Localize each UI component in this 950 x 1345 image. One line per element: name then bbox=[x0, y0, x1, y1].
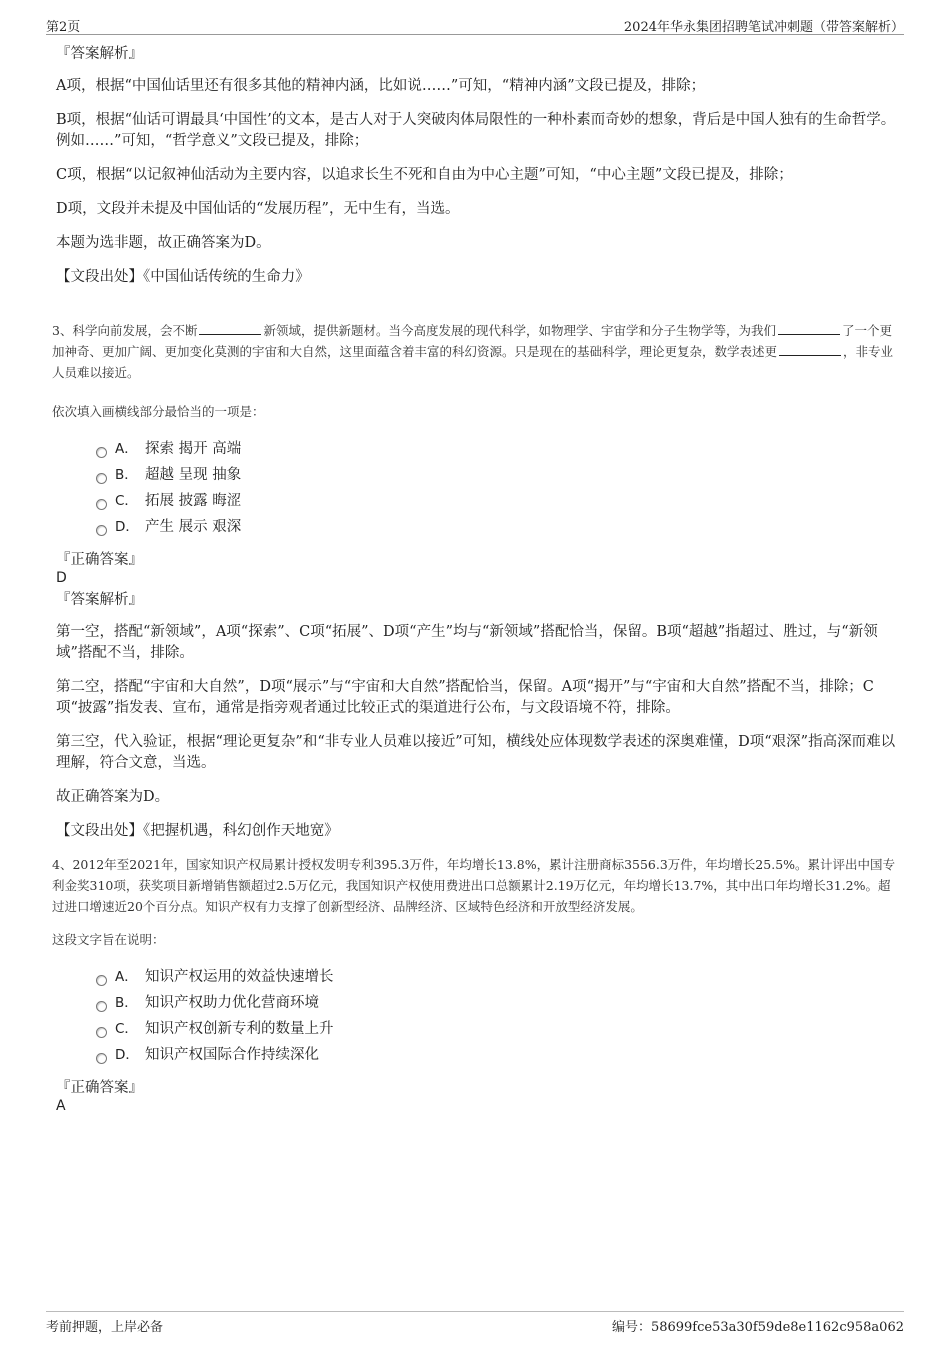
radio-icon[interactable] bbox=[96, 447, 107, 458]
page-footer bbox=[46, 1311, 904, 1335]
analysis-paragraph: A项，根据“中国仙话里还有很多其他的精神内涵，比如说……”可知，“精神内涵”文段已提及，排除； bbox=[56, 78, 706, 94]
footer-slogan: 考前押题，上岸必备 bbox=[46, 1320, 164, 1335]
analysis-label-prev: 『答案解析』 bbox=[56, 46, 143, 62]
correct-answer: D bbox=[56, 570, 67, 586]
analysis-paragraph: B项，根据“仙话可谓最具‘中国性’的文本，是古人对于人突破肉体局限性的一种朴素而奇妙的想象，背后是中国人独有的生命哲学。例如……”可知，“哲学意义”文段已提及，排除； bbox=[56, 112, 896, 149]
analysis-paragraph: C项，根据“以记叙神仙活动为主要内容，以追求长生不死和自由为中心主题”可知，“中心主题”文段已提及，排除； bbox=[56, 167, 793, 183]
main-content bbox=[52, 44, 898, 1118]
option-d[interactable]: D． 产生 展示 艰深 bbox=[96, 514, 898, 540]
correct-answer-label: 『正确答案』 bbox=[56, 552, 143, 568]
correct-answer-label: 『正确答案』 bbox=[56, 1080, 143, 1096]
question-3-stem: 3、科学向前发展，会不断 新领域，提供新题材。当今高度发展的现代科学，如物理学、宇宙学和分子生物学等，为我们 了一个更加神奇、更加广阔、更加变化莫测的宇宙和大自然，这里面蕴含着丰富的科幻资源。只是现在的基础科学，理论更复杂，数学表述更 ，非专业人员难以接近。 bbox=[52, 323, 894, 380]
analysis-paragraph: 本题为选非题，故正确答案为D。 bbox=[56, 235, 271, 251]
radio-icon[interactable] bbox=[96, 499, 107, 510]
radio-icon[interactable] bbox=[96, 1053, 107, 1064]
analysis-label: 『答案解析』 bbox=[56, 592, 143, 608]
option-d[interactable]: D． 知识产权国际合作持续深化 bbox=[96, 1042, 898, 1068]
source-citation: 【文段出处】《把握机遇，科幻创作天地宽》 bbox=[56, 823, 339, 839]
question-3-prompt: 依次填入画横线部分最恰当的一项是： bbox=[52, 404, 265, 419]
fill-blank bbox=[778, 322, 840, 335]
radio-icon[interactable] bbox=[96, 975, 107, 986]
option-b[interactable]: B． 知识产权助力优化营商环境 bbox=[96, 990, 898, 1016]
analysis-paragraph: D项，文段并未提及中国仙话的“发展历程”，无中生有，当选。 bbox=[56, 201, 460, 217]
radio-icon[interactable] bbox=[96, 473, 107, 484]
question-3-options bbox=[96, 436, 898, 540]
analysis-paragraph: 故正确答案为D。 bbox=[56, 789, 170, 805]
question-4-prompt: 这段文字旨在说明： bbox=[52, 932, 165, 947]
option-b[interactable]: B． 超越 呈现 抽象 bbox=[96, 462, 898, 488]
option-a[interactable]: A． 探索 揭开 高端 bbox=[96, 436, 898, 462]
source-citation: 【文段出处】《中国仙话传统的生命力》 bbox=[56, 269, 310, 285]
fill-blank bbox=[779, 343, 841, 356]
correct-answer: A bbox=[56, 1098, 66, 1114]
analysis-paragraph: 第三空，代入验证，根据“理论更复杂”和“非专业人员难以接近”可知，横线处应体现数学表述的深奥难懂，D项“艰深”指高深而难以理解，符合文意，当选。 bbox=[56, 734, 896, 771]
document-id: 编号：58699fce53a30f59de8e1162c958a062 bbox=[611, 1320, 904, 1335]
question-4-options bbox=[96, 964, 898, 1068]
analysis-paragraph: 第二空，搭配“宇宙和大自然”，D项“展示”与“宇宙和大自然”搭配恰当，保留。A项“揭开”与“宇宙和大自然”搭配不当，排除；C项“披露”指发表、宣布，通常是指旁观者通过比较正式的渠道进行公布，与文段语境不符，排除。 bbox=[56, 679, 874, 716]
question-4-stem: 4、2012年至2021年，国家知识产权局累计授权发明专利395.3万件，年均增长13.8%，累计注册商标3556.3万件，年均增长25.5%。累计评出中国专利金奖310项，获奖项目新增销售额超过2.5万亿元，我国知识产权使用费进出口总额累计2.19万亿元，年均增长13.7%，其中出口年均增长31.2%。超过进口增速近20个百分点。知识产权有力支撑了创新型经济、品牌经济、区域特色经济和开放型经济发展。 bbox=[52, 857, 896, 914]
radio-icon[interactable] bbox=[96, 525, 107, 536]
fill-blank bbox=[199, 322, 261, 335]
document-title: 2024年华永集团招聘笔试冲刺题（带答案解析） bbox=[623, 20, 904, 35]
page-number: 第2页 bbox=[46, 20, 81, 35]
option-c[interactable]: C． 拓展 披露 晦涩 bbox=[96, 488, 898, 514]
option-a[interactable]: A． 知识产权运用的效益快速增长 bbox=[96, 964, 898, 990]
page-header bbox=[46, 14, 904, 35]
option-c[interactable]: C． 知识产权创新专利的数量上升 bbox=[96, 1016, 898, 1042]
radio-icon[interactable] bbox=[96, 1027, 107, 1038]
analysis-paragraph: 第一空，搭配“新领域”，A项“探索”、C项“拓展”、D项“产生”均与“新领域”搭配恰当，保留。B项“超越”指超过、胜过，与“新领域”搭配不当，排除。 bbox=[56, 624, 878, 661]
radio-icon[interactable] bbox=[96, 1001, 107, 1012]
